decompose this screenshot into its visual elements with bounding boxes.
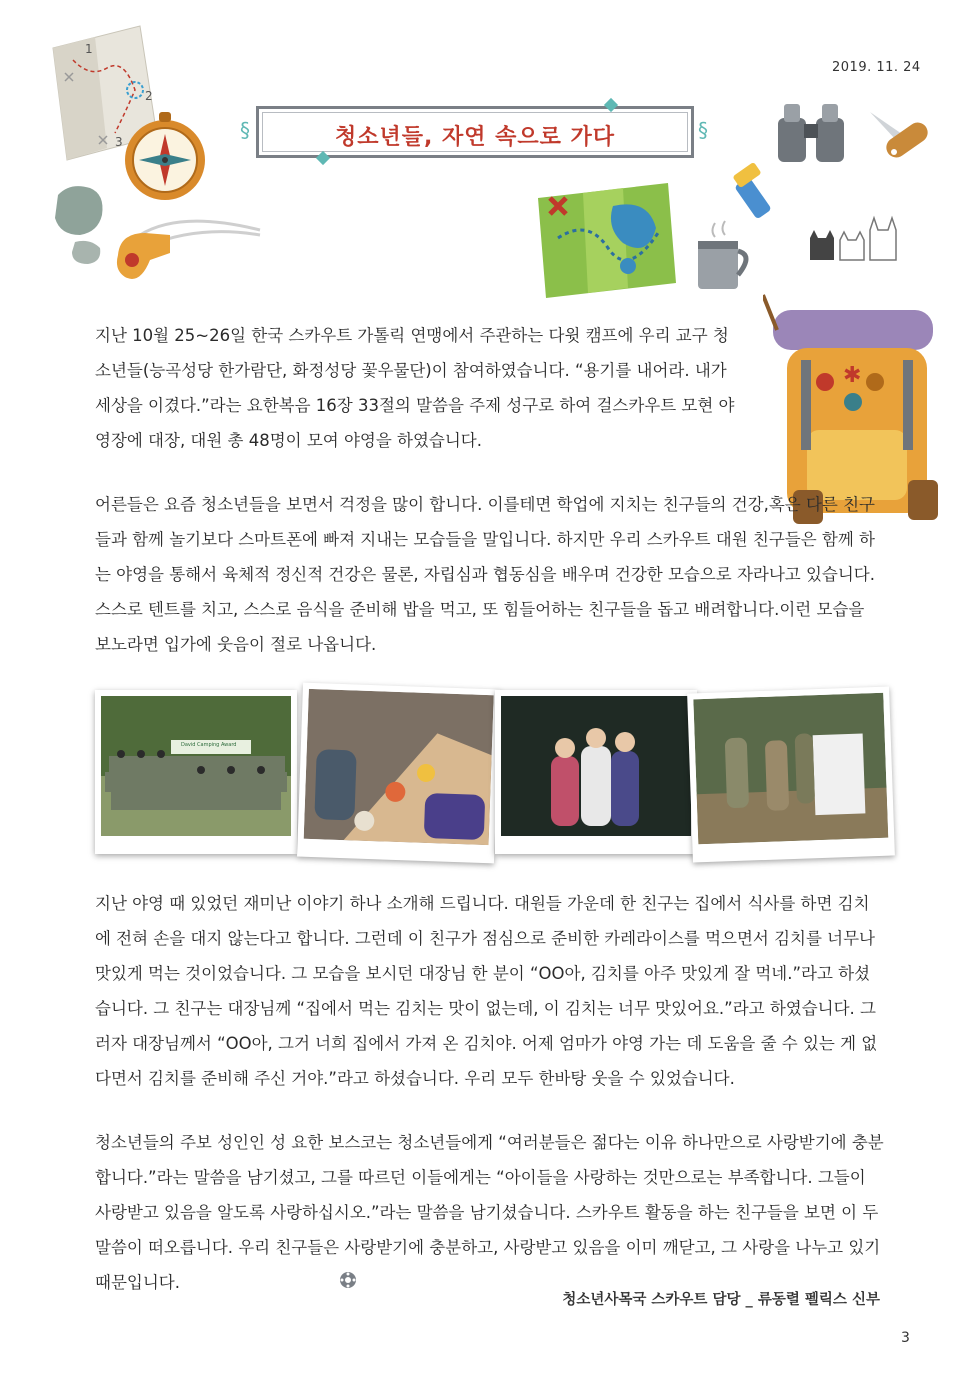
svg-text:3: 3 — [115, 135, 123, 149]
author-signature: 청소년사목국 스카우트 담당 _ 류동렬 펠릭스 신부 — [562, 1292, 880, 1308]
page-number: 3 — [901, 1330, 910, 1346]
photo-banner-text: David Camping Award — [181, 742, 237, 748]
svg-text:✱: ✱ — [843, 363, 862, 388]
paragraph-intro: 지난 10월 25~26일 한국 스카우트 가톨릭 연맹에서 주관하는 다윗 캠프에 우리 교구 청소년들(능곡성당 한가람단, 화정성당 꽃우물단)이 참여하였습니다. “용기를 내어라. 내가 세상을 이겼다.”라는 요한복음 16장 33절의 말씀을 주제 성구로 하여 걸스카우트 모현 야영장에 대장, 대원 총 48명이 모여 야영을 하였습니다. — [95, 326, 735, 450]
paragraph-concerns: 어른들은 요즘 청소년들을 보면서 걱정을 많이 합니다. 이를테면 학업에 지치는 친구들의 건강,혹은 다른 친구들과 함께 놀기보다 스마트폰에 빠져 지내는 모습들을 말입니다. 하지만 우리 스카우트 대원 친구들은 함께 하는 야영을 통해서 육체적 정신적 건강은 물론, 자립심과 협동심을 배우며 건강한 모습으로 자라나고 있습니다. 스스로 텐트를 치고, 스스로 음식을 준비해 밥을 먹고, 또 힘들어하는 친구들을 돕고 배려합니다.이런 모습을 보노라면 입가에 웃음이 절로 나옵니다. — [95, 495, 875, 654]
photo-group — [95, 690, 297, 854]
compass-icon — [118, 108, 213, 203]
pocket-knife-icon — [862, 100, 932, 170]
binoculars-icon — [772, 98, 852, 168]
photo-meal — [297, 683, 500, 864]
page-title: 청소년들, 자연 속으로 가다 — [334, 125, 616, 150]
svg-text:1: 1 — [85, 42, 93, 56]
title-frame — [256, 106, 694, 158]
issue-date: 2019. 11. 24 — [832, 60, 921, 75]
paragraph-don-bosco: 청소년들의 주보 성인인 성 요한 보스코는 청소년들에게 “여러분들은 젊다는 이유 하나만으로 사랑받기에 충분합니다.”라는 말씀을 남기셨고, 그를 따르던 이들에게는 “아이들을 사랑하는 것만으로는 부족합니다. 그들이 사랑받고 있음을 알도록 사랑하십시오.”라는 말씀을 남기셨습니다. 스카우트 활동을 하는 친구들을 보면 이 두 말씀이 떠오릅니다. 우리 친구들은 사랑받기에 충분하고, 사랑받고 있음을 이미 깨닫고, 그 사랑을 나누고 있기 때문입니다. — [95, 1133, 884, 1292]
paragraph-kimchi-story: 지난 야영 때 있었던 재미난 이야기 하나 소개해 드립니다. 대원들 가운데 한 친구는 집에서 식사를 하면 김치에 전혀 손을 대지 않는다고 합니다. 그런데 이 친구가 점심으로 준비한 카레라이스를 먹으면서 김치를 너무나 맛있게 먹는 것이었습니다. 그 모습을 보시던 대장님 한 분이 “OO아, 김치를 아주 맛있게 잘 먹네.”라고 하셨습니다. 그 친구는 대장님께 “집에서 먹는 김치는 맛이 없는데, 이 김치는 너무 맛있어요.”라고 하였습니다. 그러자 대장님께서 “OO아, 그거 너희 집에서 가져 온 김치야. 어제 엄마가 야영 가는 데 도움을 줄 수 있는 게 없다면서 김치를 준비해 주신 거야.”라고 하셨습니다. 우리 모두 한바탕 웃을 수 있었습니다. — [95, 894, 878, 1088]
svg-text:2: 2 — [145, 89, 153, 103]
cats-icon — [806, 210, 906, 265]
scout-emblem-icon — [844, 393, 862, 411]
photo-activity — [687, 687, 895, 863]
title-ornament: § — [240, 118, 250, 142]
treasure-map-icon — [528, 178, 678, 303]
whistle-icon — [110, 205, 270, 290]
end-mark-icon — [338, 1270, 358, 1290]
photo-night — [495, 690, 697, 854]
flashlight-icon — [726, 162, 786, 232]
title-ornament: § — [698, 118, 708, 142]
